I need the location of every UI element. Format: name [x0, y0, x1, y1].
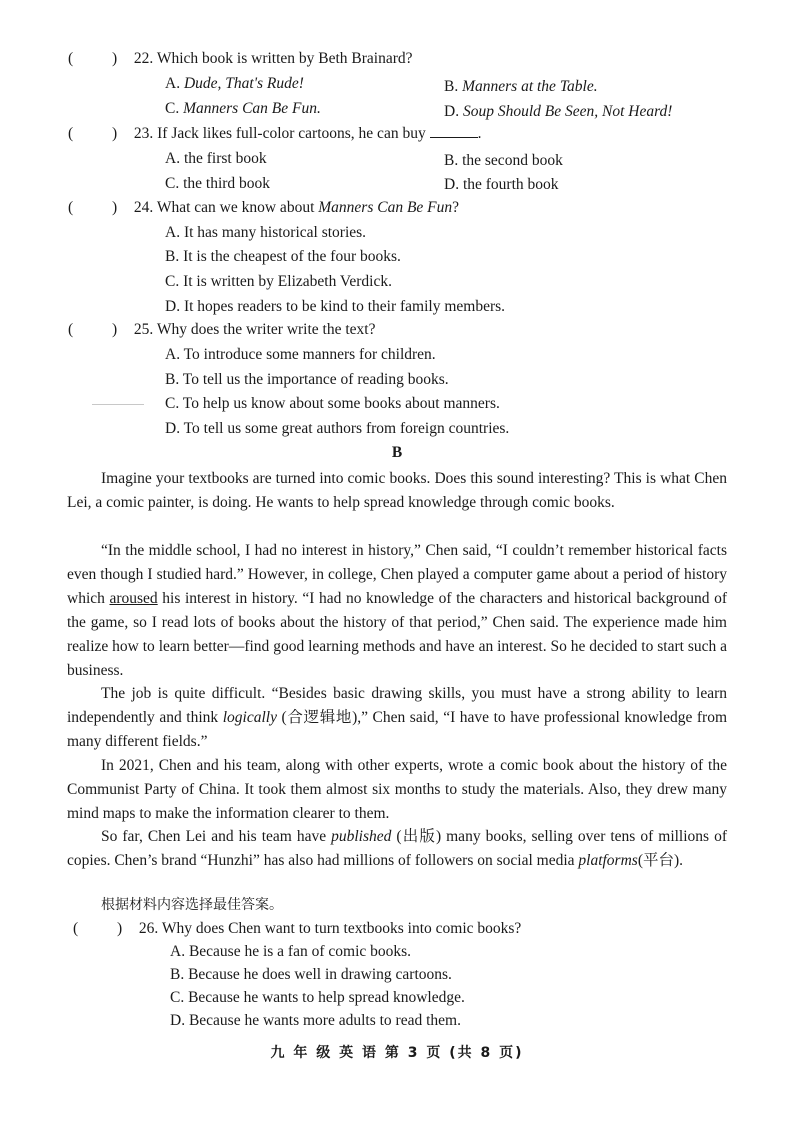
answer-paren-close: )	[117, 920, 123, 937]
q22-option-c: C. Manners Can Be Fun.	[165, 100, 321, 117]
question-stem: 24. What can we know about	[133, 199, 315, 216]
q24-option-b: B. It is the cheapest of the four books.	[165, 248, 401, 265]
q25-option-a: A. To introduce some manners for children.	[165, 346, 436, 363]
q23-option-c: C. the third book	[165, 175, 271, 192]
page-footer: 九 年 级 英 语 第 3 页 (共 8 页)	[270, 1045, 524, 1061]
question-stem: 22. Which book is written by Beth Brainard?	[133, 50, 413, 67]
q25-option-d: D. To tell us some great authors from foreign countries.	[165, 420, 510, 437]
passage-paragraph-1: Imagine your textbooks are turned into comic books. Does this sound interesting? This is what Chen Lei, a comic painter, is doing. He wants to help spread knowledge through comic books.	[67, 470, 727, 511]
underlined-word: aroused	[109, 590, 158, 607]
answer-paren-open: (	[68, 50, 74, 67]
scan-mark	[92, 404, 144, 405]
book-title: Dude, That's Rude!	[183, 75, 304, 92]
question-22	[68, 50, 413, 68]
passage-paragraph-3: The job is quite difficult. “Besides basic drawing skills, you must have a strong ability to learn independently and think logically (合逻辑地),” Chen said, “I have to have professional knowledge from many different fields.”	[67, 685, 728, 750]
q25-option-c: C. To help us know about some books about manners.	[165, 395, 500, 412]
q24-option-d: D. It hopes readers to be kind to their family members.	[165, 298, 506, 315]
q22-option-d: D. Soup Should Be Seen, Not Heard!	[444, 103, 673, 120]
instruction-text: 根据材料内容选择最佳答案。	[101, 897, 283, 913]
book-title: Manners Can Be Fun.	[183, 100, 321, 117]
glossed-word: logically	[222, 709, 277, 726]
book-title: Soup Should Be Seen, Not Heard!	[462, 103, 673, 120]
question-23: ( ) 23. If Jack likes full-color cartoons, he can buy .	[68, 125, 482, 142]
glossed-word: platforms	[578, 852, 638, 869]
q26-option-c: C. Because he wants to help spread knowledge.	[170, 989, 465, 1006]
question-24: ( ) 24. What can we know about Manners Can Be Fun?	[68, 199, 460, 216]
answer-blank	[430, 125, 478, 138]
q24-option-c: C. It is written by Elizabeth Verdick.	[165, 273, 392, 290]
section-heading: B	[391, 444, 403, 461]
question-stem: 23. If Jack likes full-color cartoons, he can buy	[133, 125, 426, 142]
q26-option-d: D. Because he wants more adults to read them.	[170, 1012, 461, 1029]
question-stem: 25. Why does the writer write the text?	[133, 321, 376, 338]
q24-option-a: A. It has many historical stories.	[165, 224, 367, 241]
q22-option-b: B. Manners at the Table.	[444, 78, 598, 95]
answer-paren-close: )	[112, 50, 118, 67]
q23-option-d: D. the fourth book	[444, 176, 559, 193]
passage-paragraph-2: “In the middle school, I had no interest in history,” Chen said, “I couldn’t remember historical facts even though I studied hard.” However, in college, Chen played a computer game about a period of history which aroused his interest in history. “I had no knowledge of the characters and historical background of the game, so I read lots of books about the history of that period,” Chen said. The experience made him realize how to learn better—find good learning methods and have an interest. So he decided to start such a business.	[67, 542, 727, 679]
book-title: Manners at the Table.	[462, 78, 598, 95]
question-stem: 26. Why does Chen want to turn textbooks into comic books?	[138, 920, 522, 937]
q23-option-a: A. the first book	[165, 150, 267, 167]
q22-option-a: A. Dude, That's Rude!	[165, 75, 304, 92]
passage-paragraph-5: So far, Chen Lei and his team have published (出版) many books, selling over tens of millions of copies. Chen’s brand “Hunzhi” has also had millions of followers on social media platforms(平台).	[67, 828, 727, 869]
passage-paragraph-4: In 2021, Chen and his team, along with other experts, wrote a comic book about the history of the Communist Party of China. It took them almost six months to study the materials. Also, they drew many mind maps to make the information clearer to them.	[67, 757, 727, 822]
answer-paren-open: (	[68, 199, 74, 216]
answer-paren-open: (	[73, 920, 79, 937]
q25-option-b: B. To tell us the importance of reading books.	[165, 371, 449, 388]
answer-paren-open: (	[68, 125, 74, 142]
book-title: Manners Can Be Fun	[318, 199, 453, 216]
answer-paren-close: )	[112, 125, 118, 142]
answer-paren-close: )	[112, 199, 118, 216]
answer-paren-open: (	[68, 321, 74, 338]
answer-paren-close: )	[112, 321, 118, 338]
q23-option-b: B. the second book	[444, 152, 563, 169]
question-25	[68, 321, 376, 339]
q26-option-b: B. Because he does well in drawing cartoons.	[170, 966, 452, 983]
q26-option-a: A. Because he is a fan of comic books.	[170, 943, 412, 960]
question-26	[73, 920, 521, 938]
glossed-word: published	[331, 828, 392, 845]
